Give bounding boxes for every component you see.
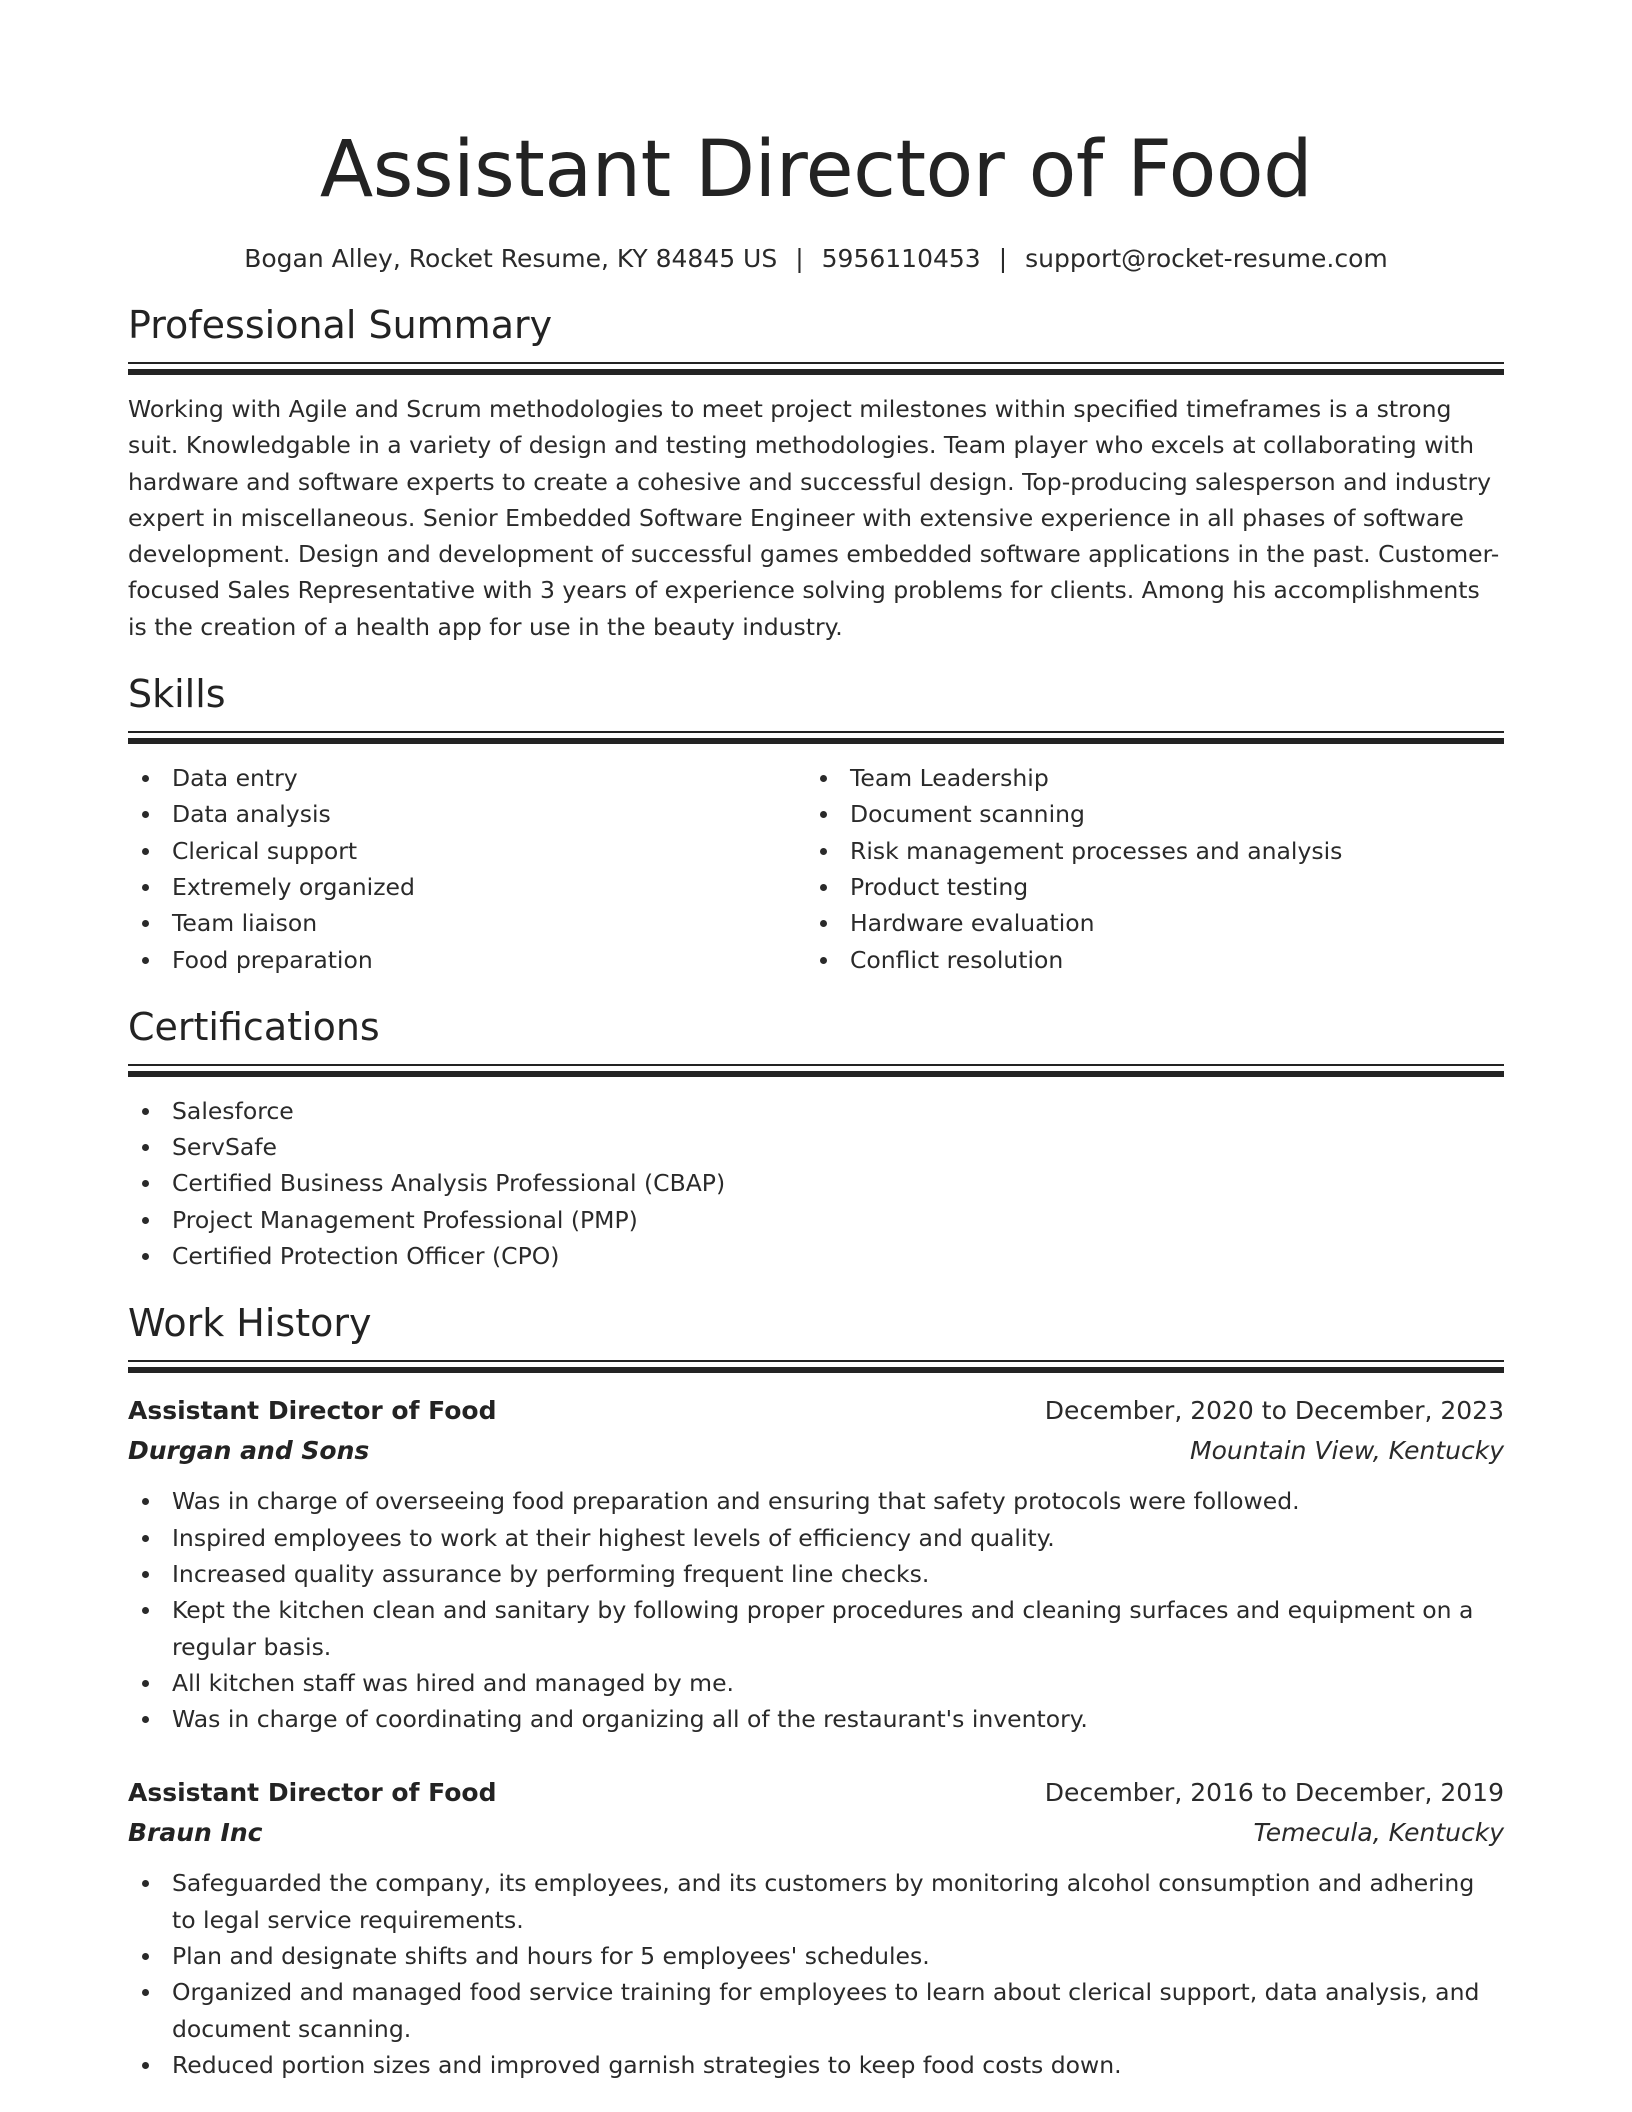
section-divider <box>128 362 1504 375</box>
job-subheader <box>128 1813 1504 1853</box>
summary-text: Working with Agile and Scrum methodologies to meet project milestones within specified timeframes is a strong suit. Knowledgable in a variety of design and testing methodologies. Team player who excels at collaborating with hardware and software experts to create a cohesive and successful design. Top-producing salesperson and industry expert in miscellaneous. Senior Embedded Software Engineer with extensive experience in all phases of software development. Design and development of successful games embedded software applications in the past. Customer-focused Sales Representative with 3 years of experience solving problems for clients. Among his accomplishments is the creation of a health app for use in the beauty industry. <box>128 395 1500 641</box>
job-location: Mountain View, Kentucky <box>1190 1436 1504 1466</box>
skills-columns <box>128 760 1504 978</box>
skills-list-left <box>128 760 806 978</box>
contact-address: Bogan Alley, Rocket Resume, KY 84845 US <box>244 244 778 273</box>
skill-item: Document scanning <box>806 796 1484 832</box>
job-bullets <box>128 1483 1504 1737</box>
skill-item: Extremely organized <box>128 869 806 905</box>
skill-item: Data entry <box>128 760 806 796</box>
skill-item: Risk management processes and analysis <box>806 833 1484 869</box>
certification-item: Salesforce <box>128 1093 1504 1129</box>
job-bullet: Reduced portion sizes and improved garnish strategies to keep food costs down. <box>128 2047 1504 2083</box>
section-divider <box>128 731 1504 744</box>
certifications-section <box>128 1002 1504 1274</box>
certification-item: Certified Protection Officer (CPO) <box>128 1238 1504 1274</box>
certifications-list <box>128 1093 1504 1274</box>
work-history-section <box>128 1298 1504 2083</box>
contact-line <box>128 242 1504 276</box>
job-bullet: Kept the kitchen clean and sanitary by following proper procedures and cleaning surfaces and equipment on a regular basis. <box>128 1592 1504 1665</box>
skill-item: Conflict resolution <box>806 942 1484 978</box>
section-divider <box>128 1064 1504 1077</box>
job-entry <box>128 1773 1504 2083</box>
contact-separator: | <box>795 244 804 273</box>
job-title: Assistant Director of Food <box>128 1778 497 1808</box>
job-bullet: Inspired employees to work at their highest levels of efficiency and quality. <box>128 1520 1504 1556</box>
contact-phone: 5956110453 <box>821 244 981 273</box>
skill-item: Clerical support <box>128 833 806 869</box>
job-dates: December, 2020 to December, 2023 <box>1044 1396 1504 1426</box>
contact-separator: | <box>998 244 1008 273</box>
certification-item: Project Management Professional (PMP) <box>128 1202 1504 1238</box>
job-subheader <box>128 1431 1504 1471</box>
job-title: Assistant Director of Food <box>128 1396 497 1426</box>
job-bullet: Safeguarded the company, its employees, and its customers by monitoring alcohol consumption and adhering to legal service requirements. <box>128 1865 1504 1938</box>
job-bullet: All kitchen staff was hired and managed by me. <box>128 1665 1504 1701</box>
certification-item: ServSafe <box>128 1129 1504 1165</box>
skills-list-right <box>806 760 1484 978</box>
certification-item: Certified Business Analysis Professional (CBAP) <box>128 1165 1504 1201</box>
section-title-work-history: Work History <box>128 1301 372 1346</box>
job-bullet: Plan and designate shifts and hours for 5 employees' schedules. <box>128 1938 1504 1974</box>
job-company: Durgan and Sons <box>128 1436 370 1466</box>
section-divider <box>128 1360 1504 1373</box>
job-bullet: Was in charge of coordinating and organizing all of the restaurant's inventory. <box>128 1701 1504 1737</box>
job-entry <box>128 1391 1504 1737</box>
summary-section <box>128 300 1504 645</box>
section-title-summary: Professional Summary <box>128 303 553 347</box>
resume-title: Assistant Director of Food <box>319 125 1313 215</box>
job-bullet: Was in charge of overseeing food preparation and ensuring that safety protocols were followed. <box>128 1483 1504 1519</box>
contact-email: support@rocket-resume.com <box>1025 244 1388 273</box>
skill-item: Food preparation <box>128 942 806 978</box>
job-header <box>128 1773 1504 1813</box>
section-title-certifications: Certifications <box>128 1004 380 1049</box>
resume-page <box>128 0 1504 2083</box>
job-bullet: Increased quality assurance by performing frequent line checks. <box>128 1556 1504 1592</box>
skill-item: Team liaison <box>128 905 806 941</box>
job-header <box>128 1391 1504 1431</box>
section-title-skills: Skills <box>128 672 226 717</box>
job-dates: December, 2016 to December, 2019 <box>1044 1778 1504 1808</box>
skill-item: Hardware evaluation <box>806 905 1484 941</box>
skill-item: Data analysis <box>128 796 806 832</box>
job-bullets <box>128 1865 1504 2083</box>
job-location: Temecula, Kentucky <box>1253 1818 1504 1848</box>
job-bullet: Organized and managed food service training for employees to learn about clerical support, data analysis, and document scanning. <box>128 1974 1504 2047</box>
skill-item: Team Leadership <box>806 760 1484 796</box>
skills-section <box>128 669 1504 978</box>
job-company: Braun Inc <box>128 1818 263 1848</box>
skill-item: Product testing <box>806 869 1484 905</box>
